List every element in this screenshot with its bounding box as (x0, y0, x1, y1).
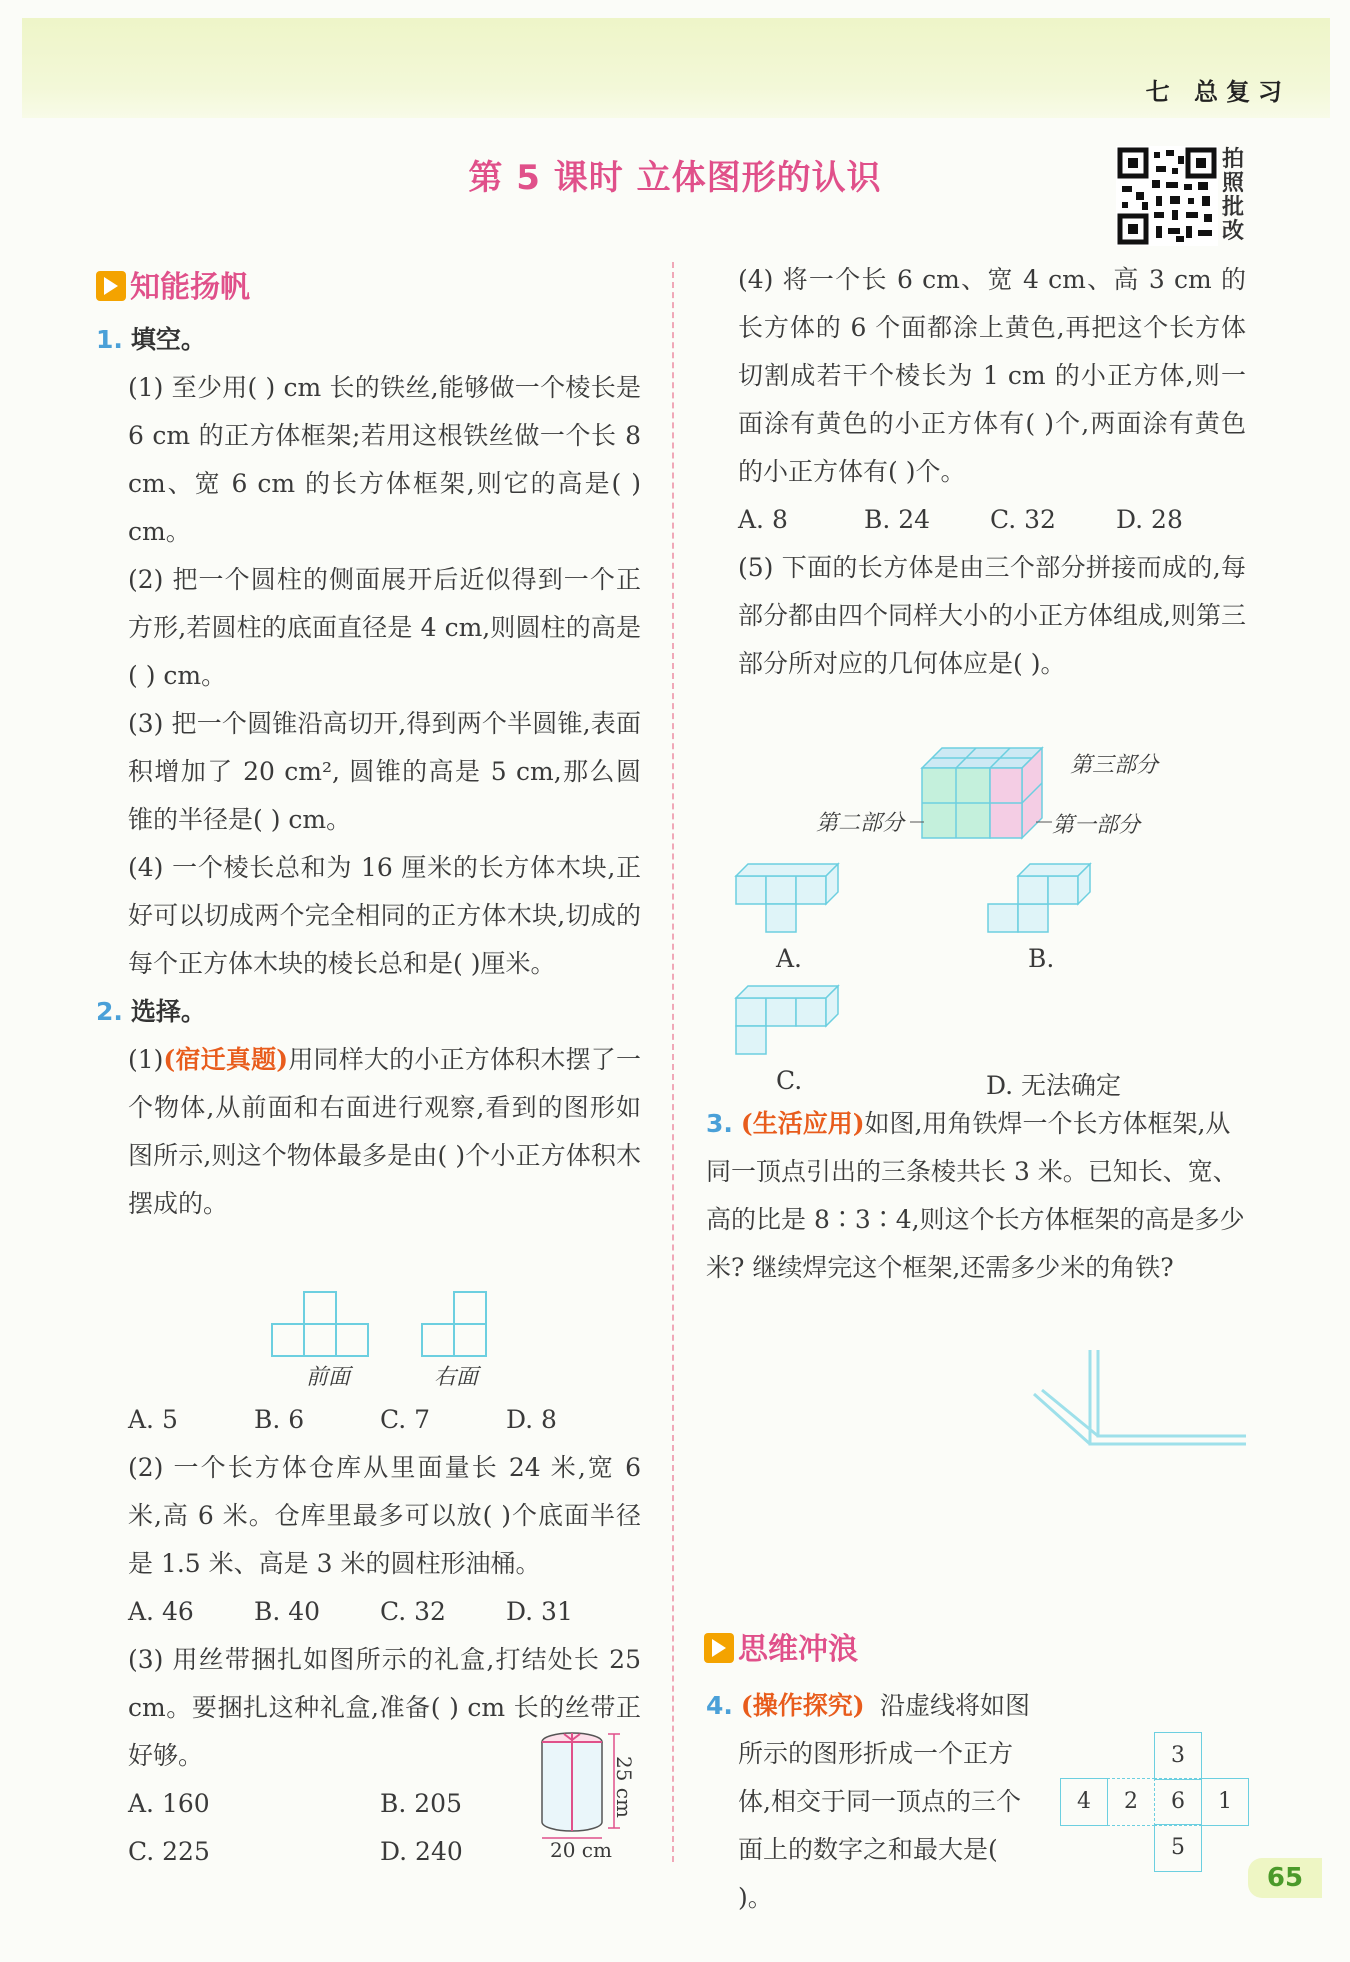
part1-label: 第一部分 (1052, 813, 1141, 838)
page-number: 65 (1248, 1858, 1322, 1898)
chapter-title: 七 总复习 (1145, 78, 1290, 106)
option[interactable]: A. 5 (128, 1405, 178, 1434)
wave-icon (704, 1633, 734, 1663)
q1-part2: (2) 把一个圆柱的侧面展开后近似得到一个正方形,若圆柱的底面直径是 4 cm,则圆柱的高是( ) cm。 (128, 565, 641, 690)
q2-part4-options (706, 496, 1246, 544)
q2-part1 (96, 1036, 641, 1228)
option[interactable]: C. 32 (380, 1597, 446, 1626)
right-column (706, 256, 1246, 688)
option[interactable]: B. 40 (254, 1597, 321, 1626)
q2-part4: (4) 将一个长 6 cm、宽 4 cm、高 3 cm 的长方体的 6 个面都涂上黄色,再把这个长方体切割成若干个棱长为 1 cm 的小正方体,则一面涂有黄色的小正方体有( )个,两面涂有黄色的小正方体有( )个。 (738, 265, 1246, 486)
section-heading-2 (704, 1624, 858, 1668)
q3-text: 如图,用角铁焊一个长方体框架,从同一顶点引出的三条棱共长 3 米。已知长、宽、高的比是 8∶3∶4,则这个长方体框架的高是多少米? 继续焊完这个框架,还需多少米的角铁? (706, 1109, 1245, 1282)
net-face: 5 (1154, 1824, 1202, 1872)
option[interactable]: A. 8 (738, 505, 788, 534)
q3-tag: (生活应用) (740, 1109, 865, 1138)
column-divider (672, 262, 674, 1862)
option[interactable]: D. 240 (380, 1837, 463, 1866)
option[interactable]: B. 205 (380, 1789, 462, 1818)
option[interactable]: B. 6 (254, 1405, 305, 1434)
flag-icon (96, 271, 126, 301)
net-face: 6 (1154, 1778, 1202, 1826)
q3-block (706, 1100, 1246, 1292)
q4-text-wrap (738, 1682, 1038, 1922)
page-title: 第 5 课时 立体图形的认识 (468, 158, 882, 198)
q2-number: 2. (96, 997, 123, 1026)
net-face: 1 (1201, 1778, 1249, 1826)
qr-label: 拍照批改 (1222, 147, 1245, 244)
option[interactable]: B. 24 (864, 505, 931, 534)
option[interactable]: C. 32 (990, 505, 1056, 534)
q2-part1-options (96, 1396, 641, 1444)
option-b-label[interactable]: B. (1028, 944, 1055, 973)
option[interactable]: C. 7 (380, 1405, 431, 1434)
cube-net (1060, 1732, 1250, 1872)
q2-part5: (5) 下面的长方体是由三个部分拼接而成的,每部分都由四个同样大小的小正方体组成,则第三部分所对应的几何体应是( )。 (738, 553, 1246, 678)
front-view-label: 前面 (306, 1365, 351, 1390)
q1-part3: (3) 把一个圆锥沿高切开,得到两个半圆锥,表面积增加了 20 cm², 圆锥的高是 5 cm,那么圆锥的半径是( ) cm。 (128, 709, 641, 834)
q2-part2-options (96, 1588, 641, 1636)
option[interactable]: A. 46 (128, 1597, 194, 1626)
part2-label: 第二部分 (816, 811, 905, 836)
q1-number: 1. (96, 325, 123, 354)
option-a-label[interactable]: A. (776, 944, 803, 973)
section-heading-2-label: 思维冲浪 (738, 1632, 858, 1667)
width-dimension-label: 20 cm (550, 1838, 612, 1862)
q2-part1-tag: (宿迁真题) (163, 1045, 289, 1074)
header-band (22, 18, 1330, 118)
option[interactable]: C. 225 (128, 1837, 210, 1866)
option-b-shape[interactable] (986, 858, 1126, 938)
q3-number: 3. (706, 1109, 733, 1138)
section-heading-1 (96, 262, 250, 306)
option-c-shape[interactable] (734, 980, 874, 1070)
qr-code-icon[interactable] (1116, 146, 1218, 246)
q2-part1-prefix: (1) (128, 1045, 164, 1074)
option[interactable]: D. 8 (506, 1405, 557, 1434)
net-face: 3 (1154, 1732, 1202, 1780)
part3-label: 第三部分 (1070, 753, 1159, 778)
left-column (96, 316, 641, 1228)
q2-label: 选择。 (130, 997, 206, 1026)
section-heading-1-label: 知能扬帆 (130, 270, 250, 305)
net-face: 4 (1060, 1778, 1108, 1826)
q4-text: 沿虚线将如图所示的图形折成一个正方体,相交于同一顶点的三个面上的数字之和最大是( )。 (738, 1691, 1031, 1912)
angle-iron-figure (1030, 1348, 1250, 1452)
part-leader-lines (910, 810, 1070, 830)
height-dimension-label: 25 cm (612, 1756, 636, 1818)
q4-tag: (操作探究) (740, 1691, 865, 1720)
net-face: 2 (1107, 1778, 1155, 1826)
option[interactable]: A. 160 (128, 1789, 210, 1818)
q4-number: 4. (706, 1691, 733, 1720)
q2-part1-text: 用同样大的小正方体积木摆了一个物体,从前面和右面进行观察,看到的图形如图所示,则这个物体最多是由( )个小正方体积木摆成的。 (128, 1045, 641, 1218)
option-c-label[interactable]: C. (776, 1066, 803, 1095)
q1-part1: (1) 至少用( ) cm 长的铁丝,能够做一个棱长是 6 cm 的正方体框架;若用这根铁丝做一个长 8 cm、宽 6 cm 的长方体框架,则它的高是( ) cm。 (128, 373, 641, 546)
q2-part3: (3) 用丝带捆扎如图所示的礼盒,打结处长 25 cm。要捆扎这种礼盒,准备( ) cm 长的丝带正好够。 (128, 1645, 641, 1770)
q1-label: 填空。 (130, 325, 206, 354)
option[interactable]: D. 31 (506, 1597, 573, 1626)
option-a-shape[interactable] (734, 858, 874, 938)
option[interactable]: D. 28 (1116, 505, 1183, 534)
q2-part2: (2) 一个长方体仓库从里面量长 24 米,宽 6 米,高 6 米。仓库里最多可以放( )个底面半径是 1.5 米、高是 3 米的圆柱形油桶。 (128, 1453, 641, 1578)
q1-part4: (4) 一个棱长总和为 16 厘米的长方体木块,正好可以切成两个完全相同的正方体木块,切成的每个正方体木块的棱长总和是( )厘米。 (128, 853, 641, 978)
option-d-label[interactable]: D. 无法确定 (986, 1071, 1122, 1100)
right-view-label: 右面 (434, 1365, 479, 1390)
